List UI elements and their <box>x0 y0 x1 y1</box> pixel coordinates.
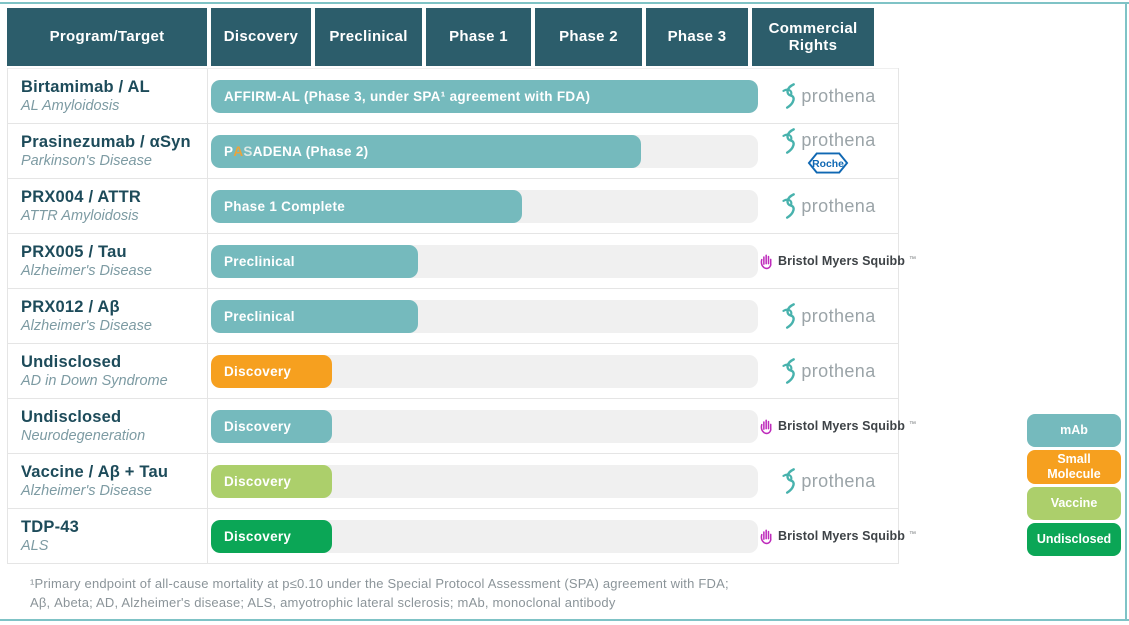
stage-bar-label-segment: A <box>233 143 244 159</box>
stage-bar-zone <box>211 300 758 333</box>
stage-bar: Preclinical <box>211 245 418 278</box>
legend <box>1027 414 1121 556</box>
bms-trademark: ™ <box>909 531 917 538</box>
stage-bar-label-segment: ADENA (Phase 2) <box>252 143 369 159</box>
stage-bar: Preclinical <box>211 300 418 333</box>
commercial-rights-cell <box>758 124 898 178</box>
stage-bar-zone <box>211 80 758 113</box>
bristol-myers-squibb-logo <box>758 252 916 270</box>
stage-bar-zone <box>211 135 758 168</box>
prothena-wordmark: prothena <box>801 305 876 326</box>
column-header-phase-1: Phase 1 <box>426 8 531 66</box>
prothena-glyph-icon <box>780 128 799 154</box>
program-name: TDP-43 <box>21 518 80 536</box>
prothena-wordmark: prothena <box>801 360 876 381</box>
indication: Neurodegeneration <box>21 428 146 444</box>
program-name: Birtamimab / AL <box>21 78 150 96</box>
stage-bar-label-segment: S <box>243 143 253 159</box>
pipeline-row-8 <box>8 454 898 509</box>
program-name: PRX012 / Aβ <box>21 298 120 316</box>
pipeline-row-2 <box>8 124 898 179</box>
stage-bar-zone <box>211 465 758 498</box>
stage-bar: Discovery <box>211 355 332 388</box>
pipeline-row-7 <box>8 399 917 454</box>
roche-logo <box>802 151 854 175</box>
bms-trademark: ™ <box>909 256 917 263</box>
bms-hand-icon <box>758 417 774 435</box>
prothena-logo <box>780 193 875 219</box>
stage-bar <box>211 135 641 168</box>
program-name: PRX004 / ATTR <box>21 188 141 206</box>
program-cell <box>8 234 208 288</box>
commercial-rights-cell <box>758 179 898 233</box>
pipeline-row-3 <box>8 179 898 234</box>
pipeline-table <box>7 8 917 564</box>
stage-track <box>211 190 758 223</box>
pipeline-row-1 <box>8 68 898 124</box>
stage-bar: Discovery <box>211 410 332 443</box>
bms-wordmark: Bristol Myers Squibb <box>778 254 906 268</box>
stage-track <box>211 465 758 498</box>
stage-track <box>211 135 758 168</box>
indication: Alzheimer's Disease <box>21 483 152 499</box>
footnote <box>30 574 729 612</box>
pipeline-row-4 <box>8 234 917 289</box>
stage-bar-zone <box>211 410 758 443</box>
prothena-glyph-icon <box>780 193 799 219</box>
commercial-rights-cell <box>758 289 898 343</box>
bms-hand-icon <box>758 527 774 545</box>
stage-bar-label-segment: P <box>224 143 234 159</box>
indication: AD in Down Syndrome <box>21 373 168 389</box>
stage-bar: Discovery <box>211 520 332 553</box>
bms-wordmark: Bristol Myers Squibb <box>778 529 906 543</box>
indication: Alzheimer's Disease <box>21 318 152 334</box>
commercial-rights-cell <box>758 234 916 288</box>
indication: AL Amyloidosis <box>21 98 120 114</box>
bms-trademark: ™ <box>909 421 917 428</box>
prothena-wordmark: prothena <box>801 195 876 216</box>
column-header-program-target: Program/Target <box>7 8 207 66</box>
bms-hand-icon <box>758 252 774 270</box>
pipeline-rows <box>7 68 917 564</box>
stage-bar-zone <box>211 245 758 278</box>
footnote-line-1: ¹Primary endpoint of all-cause mortality at p≤0.10 under the Special Protocol Assessment (SPA) agreement with FDA; <box>30 576 729 591</box>
stage-track <box>211 300 758 333</box>
prothena-roche-logo <box>780 128 875 175</box>
stage-bar-zone <box>211 190 758 223</box>
slide-border-bottom <box>0 619 1129 621</box>
program-name: PRX005 / Tau <box>21 243 127 261</box>
stage-track <box>211 355 758 388</box>
program-name: Vaccine / Aβ + Tau <box>21 463 169 481</box>
prothena-logo <box>780 303 875 329</box>
stage-track <box>211 520 758 553</box>
commercial-rights-cell <box>758 509 916 563</box>
pipeline-row-6 <box>8 344 898 399</box>
commercial-rights-cell <box>758 344 898 398</box>
bristol-myers-squibb-logo <box>758 417 916 435</box>
slide-border-top <box>0 2 1129 4</box>
commercial-rights-cell <box>758 69 898 123</box>
indication: Parkinson's Disease <box>21 153 152 169</box>
prothena-logo <box>780 358 875 384</box>
svg-text:Roche: Roche <box>812 158 844 170</box>
commercial-rights-cell <box>758 399 916 453</box>
legend-item-vaccine: Vaccine <box>1027 487 1121 520</box>
stage-track <box>211 80 758 113</box>
column-header-phase-2: Phase 2 <box>535 8 642 66</box>
column-header-preclinical: Preclinical <box>315 8 422 66</box>
program-cell <box>8 124 208 178</box>
program-name: Undisclosed <box>21 353 122 371</box>
prothena-wordmark: prothena <box>801 470 876 491</box>
prothena-wordmark: prothena <box>801 85 876 106</box>
prothena-logo <box>780 83 875 109</box>
program-cell <box>8 344 208 398</box>
header-row <box>7 8 899 66</box>
stage-track <box>211 245 758 278</box>
prothena-glyph-icon <box>780 358 799 384</box>
legend-item-small-molecule: Small Molecule <box>1027 450 1121 484</box>
column-header-discovery: Discovery <box>211 8 311 66</box>
commercial-rights-cell <box>758 454 898 508</box>
prothena-logo <box>780 468 875 494</box>
pipeline-row-5 <box>8 289 898 344</box>
bristol-myers-squibb-logo <box>758 527 916 545</box>
program-cell <box>8 399 208 453</box>
legend-item-undisclosed: Undisclosed <box>1027 523 1121 556</box>
prothena-glyph-icon <box>780 468 799 494</box>
stage-bar: AFFIRM-AL (Phase 3, under SPA¹ agreement with FDA) <box>211 80 758 113</box>
stage-bar: Phase 1 Complete <box>211 190 522 223</box>
indication: Alzheimer's Disease <box>21 263 152 279</box>
program-cell <box>8 509 208 563</box>
column-header-phase-3: Phase 3 <box>646 8 748 66</box>
stage-track <box>211 410 758 443</box>
program-cell <box>8 289 208 343</box>
slide-border-right <box>1125 2 1127 621</box>
indication: ATTR Amyloidosis <box>21 208 139 224</box>
stage-bar-zone <box>211 520 758 553</box>
stage-bar: Discovery <box>211 465 332 498</box>
indication: ALS <box>21 538 49 554</box>
prothena-glyph-icon <box>780 303 799 329</box>
program-cell <box>8 454 208 508</box>
program-cell <box>8 69 208 123</box>
program-name: Undisclosed <box>21 408 122 426</box>
bms-wordmark: Bristol Myers Squibb <box>778 419 906 433</box>
footnote-line-2: Aβ, Abeta; AD, Alzheimer's disease; ALS, amyotrophic lateral sclerosis; mAb, monoclonal antibody <box>30 595 616 610</box>
stage-bar-zone <box>211 355 758 388</box>
prothena-wordmark: prothena <box>801 130 876 150</box>
column-header-commercial-rights: Commercial Rights <box>752 8 874 66</box>
program-name: Prasinezumab / αSyn <box>21 133 191 151</box>
pipeline-row-9 <box>8 509 917 564</box>
program-cell <box>8 179 208 233</box>
prothena-glyph-icon <box>780 83 799 109</box>
legend-item-mab: mAb <box>1027 414 1121 447</box>
